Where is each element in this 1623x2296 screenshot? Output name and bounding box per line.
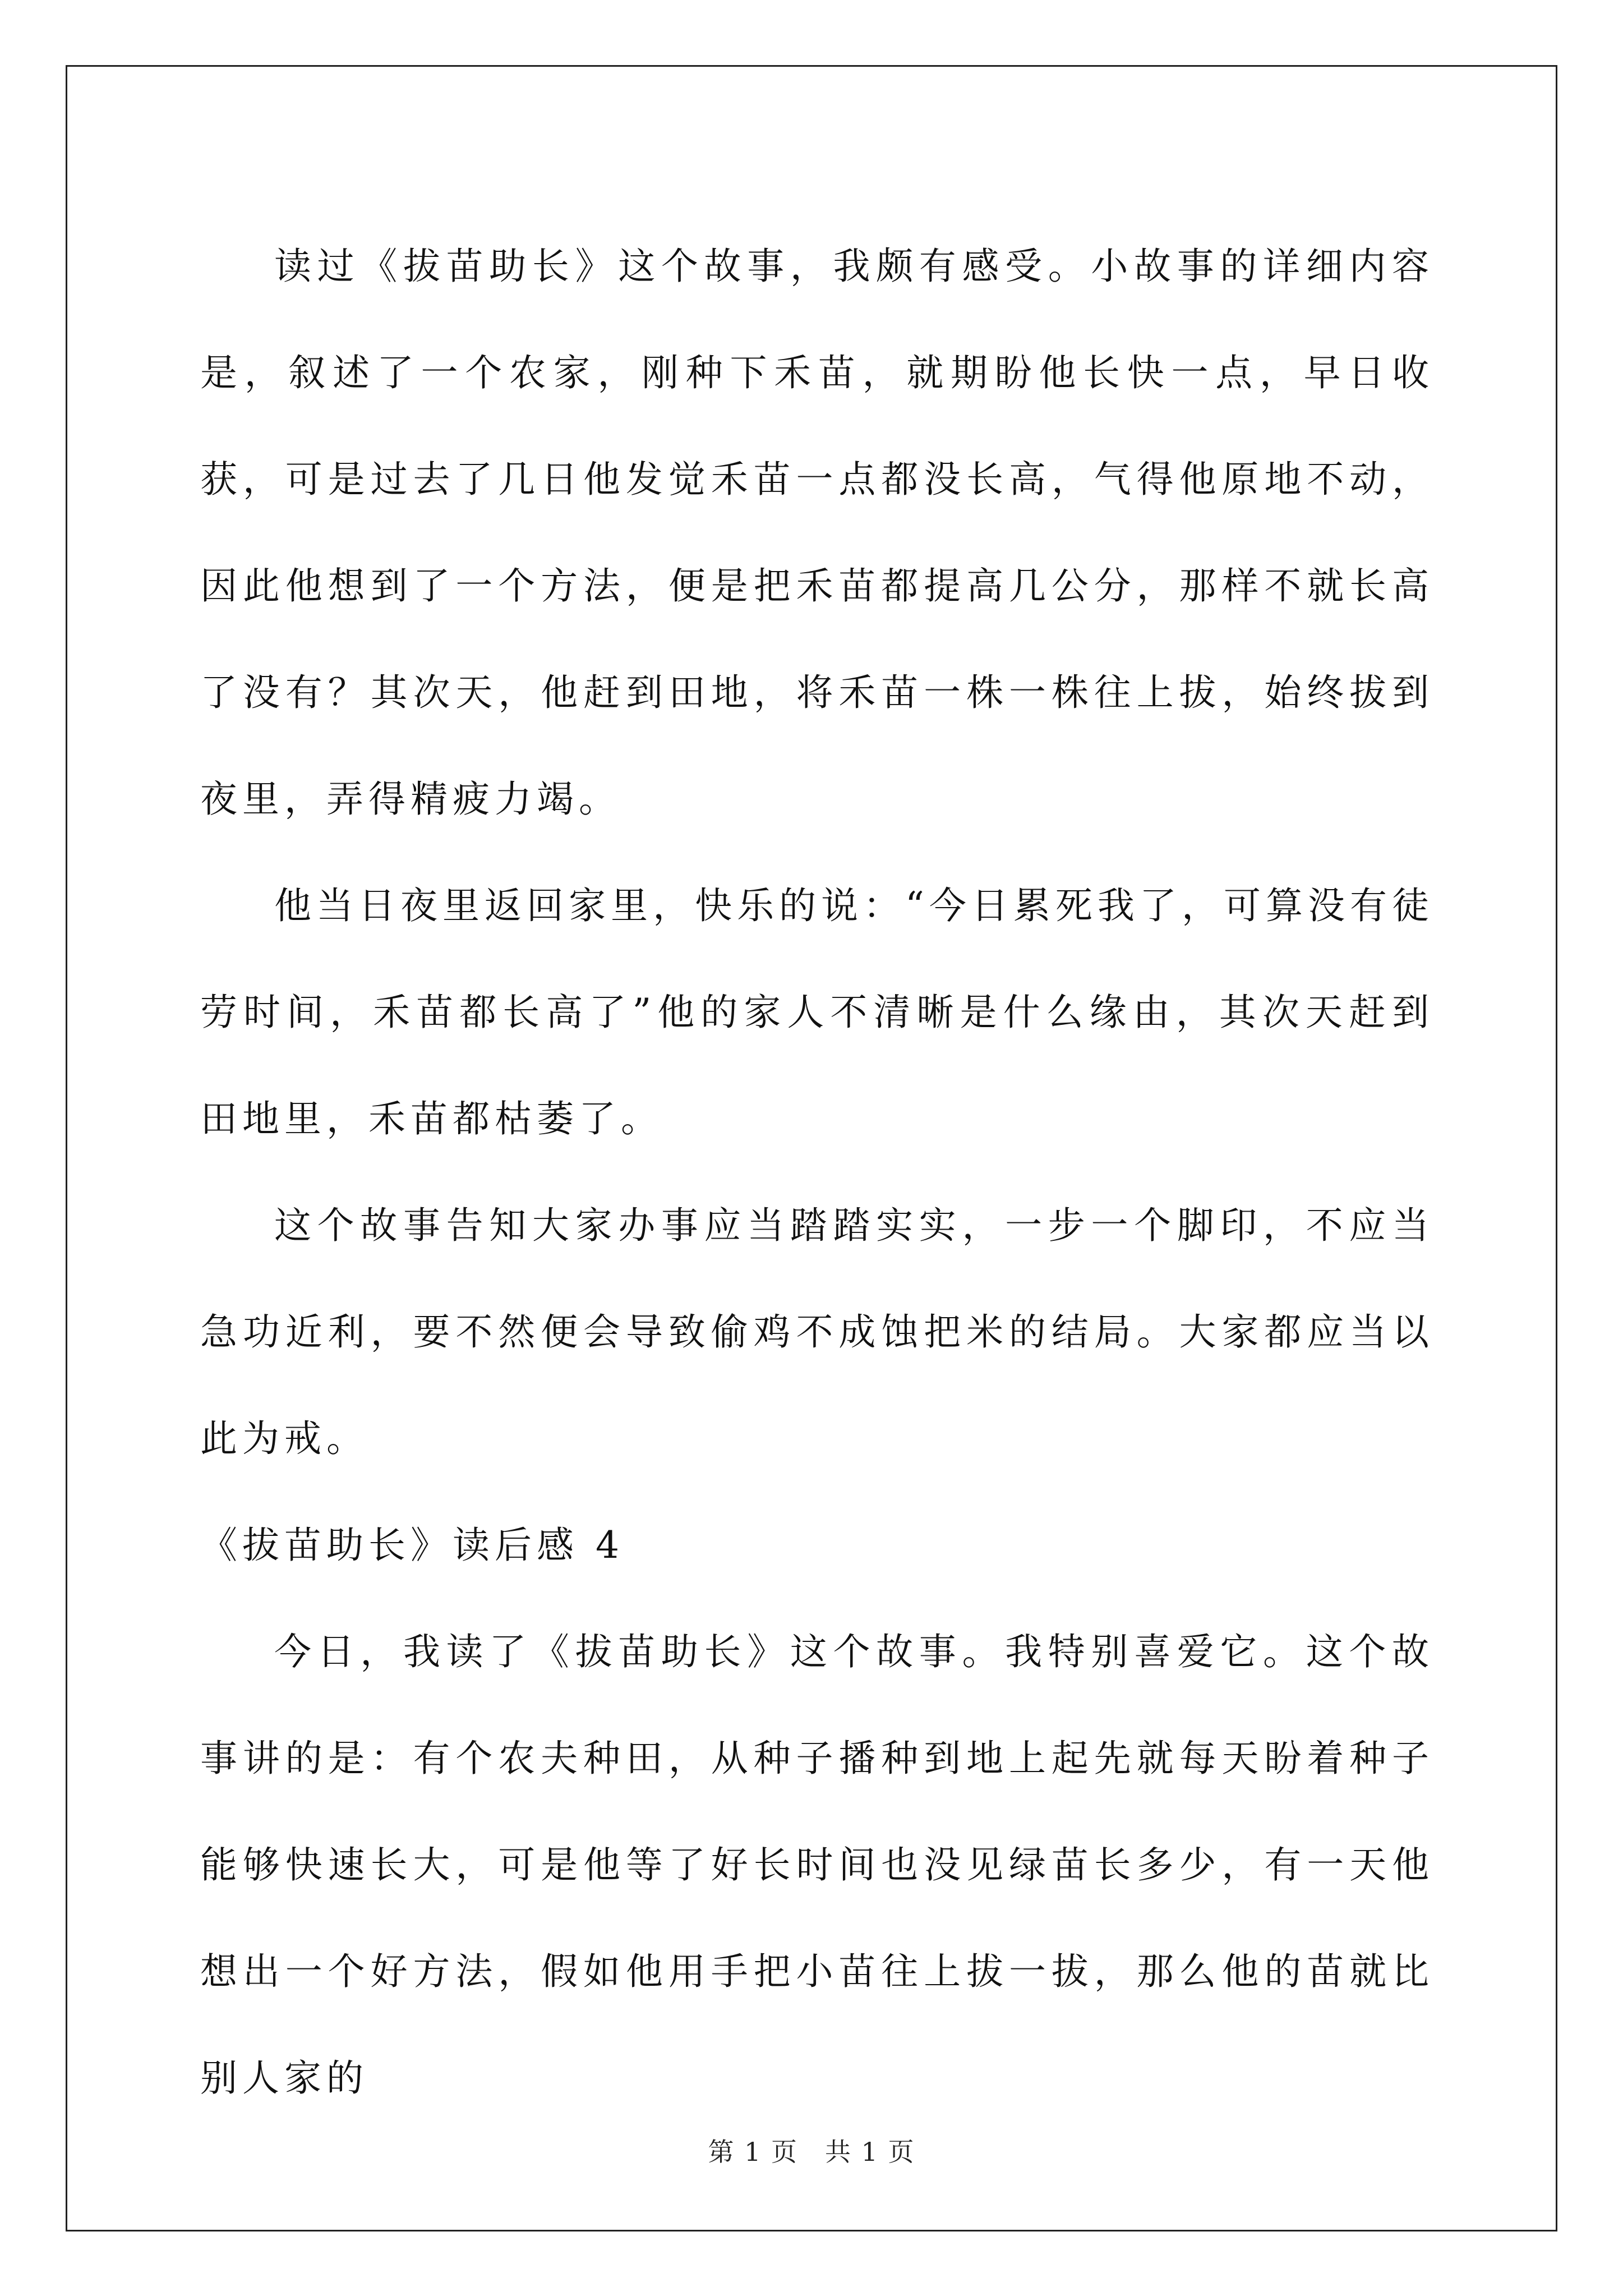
page-number-footer: 第 1 页 共 1 页 xyxy=(708,2137,915,2167)
paragraph-3: 这个故事告知大家办事应当踏踏实实，一步一个脚印，不应当急功近利，要不然便会导致偷鸡不成蚀把米的结局。大家都应当以此为戒。 xyxy=(200,1204,1434,1460)
paragraph-2: 他当日夜里返回家里，快乐的说：“今日累死我了，可算没有徒劳时间，禾苗都长高了”他的家人不清晰是什么缘由，其次天赶到田地里，禾苗都枯萎了。 xyxy=(200,884,1434,1140)
document-body xyxy=(200,213,1434,2132)
section-heading: 《拔苗助长》读后感 4 xyxy=(200,1524,624,1567)
paragraph-1: 读过《拔苗助长》这个故事，我颇有感受。小故事的详细内容是，叙述了一个农家，刚种下禾苗，就期盼他长快一点，早日收获，可是过去了几日他发觉禾苗一点都没长高，气得他原地不动，因此他想到了一个方法，便是把禾苗都提高几公分，那样不就长高了没有？其次天，他赶到田地，将禾苗一株一株往上拔，始终拔到夜里，弄得精疲力竭。 xyxy=(200,245,1434,821)
section-paragraph-1: 今日，我读了《拔苗助长》这个故事。我特别喜爱它。这个故事讲的是：有个农夫种田，从种子播种到地上起先就每天盼着种子能够快速长大，可是他等了好长时间也没见绿苗长多少，有一天他想出一个好方法，假如他用手把小苗往上拔一拔，那么他的苗就比别人家的 xyxy=(200,1630,1434,2100)
